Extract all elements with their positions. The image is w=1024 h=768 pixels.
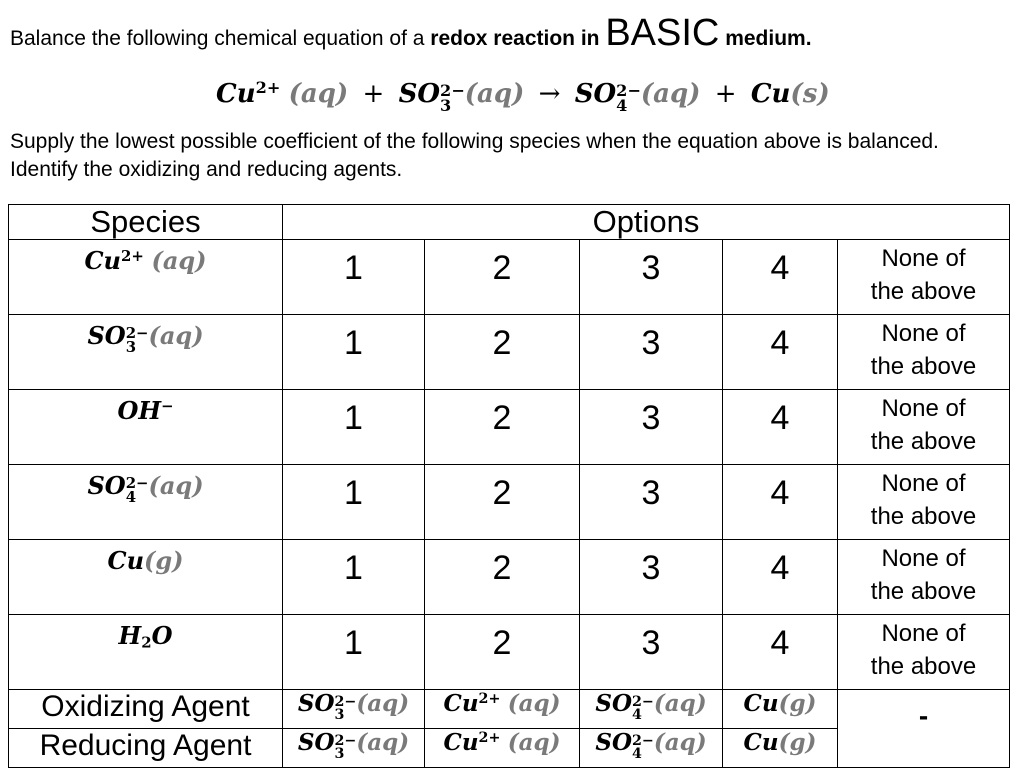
heading-basic: BASIC — [605, 12, 720, 54]
phase-aq: (aq) — [464, 78, 525, 109]
option-1[interactable]: 1 — [283, 540, 425, 615]
plus-sign: + — [362, 78, 385, 109]
heading-text: Balance the following chemical equation of a — [10, 27, 431, 50]
option-2[interactable]: 2 — [425, 390, 580, 465]
option-3[interactable]: 3 — [580, 465, 723, 540]
option-2[interactable]: 2 — [425, 240, 580, 315]
table-row — [9, 465, 1010, 540]
option-3[interactable]: 3 — [580, 315, 723, 390]
table-row — [9, 540, 1010, 615]
phase-aq: (aq) — [640, 78, 701, 109]
sulfate-scripts: 2− 4 — [616, 80, 641, 115]
option-2[interactable]: 2 — [425, 465, 580, 540]
species-hydroxide: OH− — [9, 390, 283, 465]
species-sulfite: SO 2− 3 (aq) — [9, 315, 283, 390]
reaction-arrow: → — [538, 78, 561, 109]
species-water: H2O — [9, 615, 283, 690]
option-4[interactable]: 4 — [723, 240, 838, 315]
agent-option-sulfate[interactable]: SO 2− 4 (aq) — [580, 690, 723, 729]
option-3[interactable]: 3 — [580, 540, 723, 615]
option-1[interactable]: 1 — [283, 615, 425, 690]
species-copper: Cu(g) — [9, 540, 283, 615]
reducing-agent-label: Reducing Agent — [9, 729, 283, 768]
agent-option-copper[interactable]: Cu(g) — [723, 729, 838, 768]
species-header: Species — [9, 205, 283, 240]
instructions-text: Supply the lowest possible coefficient of the following species when the equation above is balanced. Identify the oxidizing and reducing agents. — [10, 130, 939, 181]
cu-symbol: Cu — [750, 78, 791, 109]
agent-option-sulfite[interactable]: SO 2− 3 (aq) — [283, 690, 425, 729]
agent-dash: - — [838, 690, 1010, 768]
oxidizing-agent-label: Oxidizing Agent — [9, 690, 283, 729]
reaction-equation — [216, 78, 830, 113]
species-sulfate: SO 2− 4 (aq) — [9, 465, 283, 540]
heading-bold-text: redox reaction in — [430, 27, 606, 50]
option-3[interactable]: 3 — [580, 390, 723, 465]
option-2[interactable]: 2 — [425, 315, 580, 390]
option-none[interactable]: None of the above — [838, 390, 1010, 465]
option-4[interactable]: 4 — [723, 390, 838, 465]
option-2[interactable]: 2 — [425, 540, 580, 615]
option-none[interactable]: None of the above — [838, 240, 1010, 315]
sulfite-symbol: SO — [398, 78, 440, 109]
options-header: Options — [283, 205, 1010, 240]
table-row — [9, 615, 1010, 690]
option-1[interactable]: 1 — [283, 390, 425, 465]
option-none[interactable]: None of the above — [838, 540, 1010, 615]
option-none[interactable]: None of the above — [838, 315, 1010, 390]
plus-sign: + — [714, 78, 737, 109]
agent-option-copper[interactable]: Cu(g) — [723, 690, 838, 729]
answer-table — [8, 204, 1010, 768]
option-3[interactable]: 3 — [580, 240, 723, 315]
instruction-heading — [10, 14, 812, 52]
table-row — [9, 240, 1010, 315]
oxidizing-agent-row — [9, 690, 1010, 729]
agent-option-sulfate[interactable]: SO 2− 4 (aq) — [580, 729, 723, 768]
cu-charge: 2+ — [255, 78, 281, 97]
option-1[interactable]: 1 — [283, 465, 425, 540]
agent-option-cu2plus[interactable]: $Cu^{2+}$ (aq) — [425, 690, 580, 729]
cu-symbol: Cu — [216, 78, 256, 109]
agent-option-sulfite[interactable]: SO 2− 3 (aq) — [283, 729, 425, 768]
agent-option-cu2plus[interactable]: $Cu^{2+}$ (aq) — [425, 729, 580, 768]
species-cu2plus: $Cu^{2+}$ (aq) — [9, 240, 283, 315]
sulfite-scripts: 2− 3 — [440, 80, 465, 115]
option-3[interactable]: 3 — [580, 615, 723, 690]
option-4[interactable]: 4 — [723, 540, 838, 615]
phase-aq: (aq) — [288, 78, 349, 109]
option-4[interactable]: 4 — [723, 465, 838, 540]
option-none[interactable]: None of the above — [838, 615, 1010, 690]
option-1[interactable]: 1 — [283, 315, 425, 390]
option-4[interactable]: 4 — [723, 315, 838, 390]
option-2[interactable]: 2 — [425, 615, 580, 690]
option-4[interactable]: 4 — [723, 615, 838, 690]
table-row — [9, 390, 1010, 465]
option-none[interactable]: None of the above — [838, 465, 1010, 540]
sulfate-symbol: SO — [574, 78, 617, 109]
heading-medium: medium. — [719, 27, 812, 50]
phase-s: (s) — [790, 78, 830, 109]
option-1[interactable]: 1 — [283, 240, 425, 315]
table-row — [9, 315, 1010, 390]
